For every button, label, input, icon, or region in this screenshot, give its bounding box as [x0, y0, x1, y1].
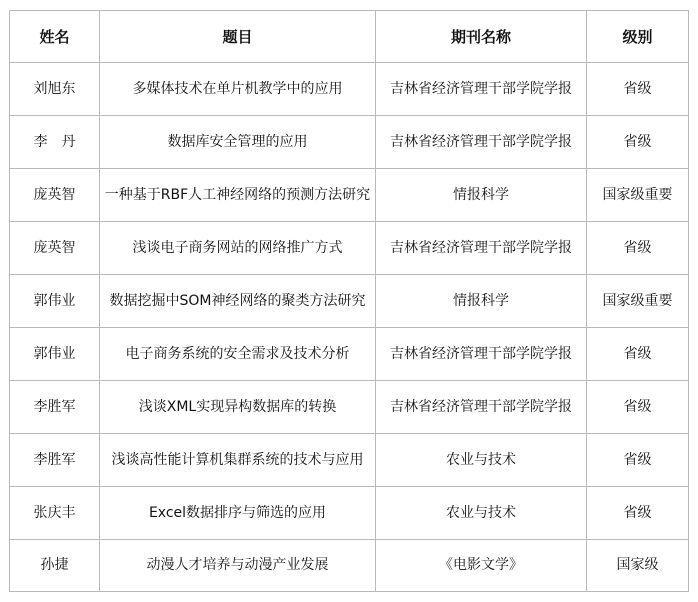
cell-journal: 吉林省经济管理干部学院学报 [376, 63, 587, 116]
cell-journal: 农业与技术 [376, 487, 587, 540]
cell-level: 省级 [587, 63, 689, 116]
table-row [10, 434, 689, 487]
table-header-row [10, 11, 689, 63]
cell-name: 李胜军 [10, 381, 100, 434]
cell-level: 省级 [587, 116, 689, 169]
cell-title: 一种基于RBF人工神经网络的预测方法研究 [100, 169, 376, 222]
cell-journal: 情报科学 [376, 275, 587, 328]
cell-name: 郭伟业 [10, 328, 100, 381]
cell-name: 张庆丰 [10, 487, 100, 540]
header-journal: 期刊名称 [376, 11, 587, 63]
cell-title: 数据挖掘中SOM神经网络的聚类方法研究 [100, 275, 376, 328]
cell-level: 省级 [587, 328, 689, 381]
cell-journal: 《电影文学》 [376, 540, 587, 592]
table-row [10, 116, 689, 169]
table-row [10, 275, 689, 328]
cell-level: 国家级 [587, 540, 689, 592]
cell-name: 庞英智 [10, 222, 100, 275]
cell-title: 动漫人才培养与动漫产业发展 [100, 540, 376, 592]
cell-title: 浅谈电子商务网站的网络推广方式 [100, 222, 376, 275]
cell-level: 国家级重要 [587, 169, 689, 222]
cell-title: 数据库安全管理的应用 [100, 116, 376, 169]
header-level: 级别 [587, 11, 689, 63]
cell-level: 国家级重要 [587, 275, 689, 328]
table-row [10, 540, 689, 592]
cell-name: 郭伟业 [10, 275, 100, 328]
table-row [10, 169, 689, 222]
table-row [10, 487, 689, 540]
header-name: 姓名 [10, 11, 100, 63]
publications-table [9, 10, 689, 592]
cell-title: 浅谈XML实现异构数据库的转换 [100, 381, 376, 434]
cell-journal: 吉林省经济管理干部学院学报 [376, 116, 587, 169]
cell-level: 省级 [587, 381, 689, 434]
cell-journal: 吉林省经济管理干部学院学报 [376, 381, 587, 434]
cell-title: 电子商务系统的安全需求及技术分析 [100, 328, 376, 381]
cell-name: 刘旭东 [10, 63, 100, 116]
table-row [10, 328, 689, 381]
cell-name: 孙捷 [10, 540, 100, 592]
table-row [10, 63, 689, 116]
cell-title: 多媒体技术在单片机教学中的应用 [100, 63, 376, 116]
cell-level: 省级 [587, 487, 689, 540]
table-row [10, 381, 689, 434]
cell-title: Excel数据排序与筛选的应用 [100, 487, 376, 540]
cell-journal: 农业与技术 [376, 434, 587, 487]
cell-name: 李胜军 [10, 434, 100, 487]
cell-journal: 情报科学 [376, 169, 587, 222]
cell-journal: 吉林省经济管理干部学院学报 [376, 328, 587, 381]
cell-journal: 吉林省经济管理干部学院学报 [376, 222, 587, 275]
table-row [10, 222, 689, 275]
header-title: 题目 [100, 11, 376, 63]
cell-level: 省级 [587, 434, 689, 487]
cell-title: 浅谈高性能计算机集群系统的技术与应用 [100, 434, 376, 487]
cell-name: 李 丹 [10, 116, 100, 169]
cell-level: 省级 [587, 222, 689, 275]
cell-name: 庞英智 [10, 169, 100, 222]
